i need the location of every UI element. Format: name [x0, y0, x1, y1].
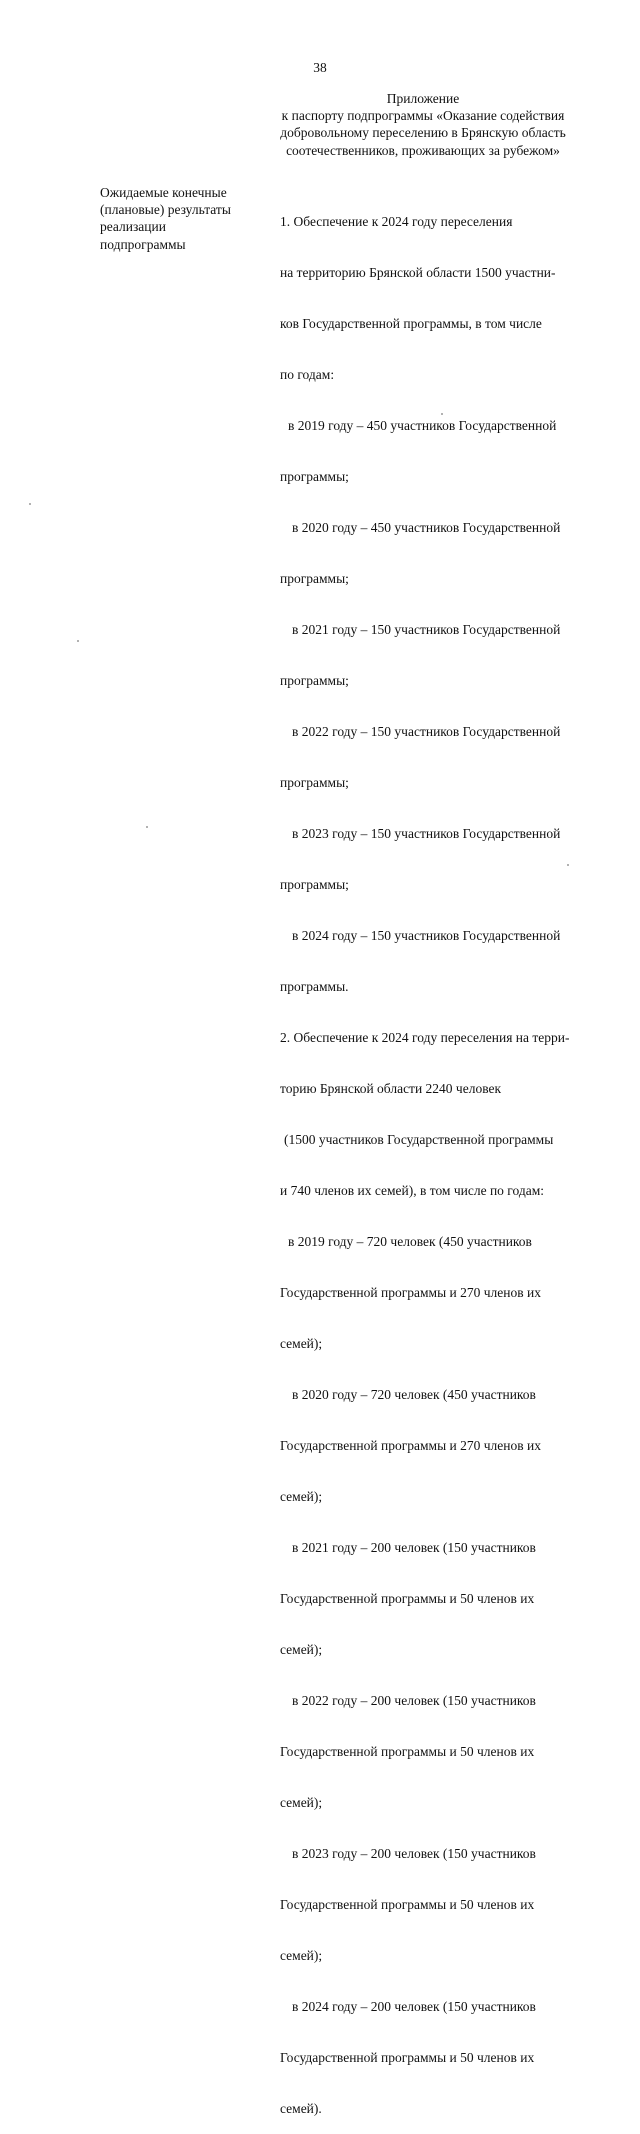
- label-line: (плановые) результаты: [100, 202, 231, 218]
- body-line: программы;: [280, 469, 349, 484]
- header-line: Приложение: [386, 91, 460, 106]
- body-line: в 2022 году – 200 человек (150 участников: [292, 1693, 536, 1708]
- body-line: в 2020 году – 450 участников Государственной: [292, 520, 561, 535]
- body-line: в 2023 году – 200 человек (150 участников: [292, 1846, 536, 1861]
- body-line: торию Брянской области 2240 человек: [280, 1081, 502, 1096]
- section-label: [100, 184, 270, 253]
- scan-speck: [441, 413, 443, 415]
- body-line: программы.: [280, 979, 349, 994]
- scan-speck: [146, 826, 148, 828]
- label-line: Ожидаемые конечные: [100, 185, 227, 200]
- body-line: ков Государственной программы, в том числе: [280, 316, 542, 331]
- body-line: Государственной программы и 270 членов их: [280, 1285, 541, 1300]
- header-line: к паспорту подпрограммы «Оказание содействия: [281, 108, 565, 124]
- header-line: соотечественников, проживающих за рубежом»: [286, 142, 560, 158]
- body-line: программы;: [280, 571, 349, 586]
- page-number: 38: [313, 60, 327, 75]
- label-line: подпрограммы: [100, 236, 186, 252]
- body-line: Государственной программы и 50 членов их: [280, 2050, 535, 2065]
- body-line: Государственной программы и 270 членов их: [280, 1438, 541, 1453]
- body-line: программы;: [280, 877, 349, 892]
- body-line: 1. Обеспечение к 2024 году переселения: [280, 214, 513, 229]
- header-line: добровольному переселению в Брянскую область: [280, 125, 566, 141]
- body-line: в 2021 году – 200 человек (150 участников: [292, 1540, 536, 1555]
- body-line: Государственной программы и 50 членов их: [280, 1591, 535, 1606]
- body-line: в 2019 году – 450 участников Государственной: [288, 418, 557, 433]
- body-line: семей);: [280, 1336, 323, 1351]
- scan-speck: [567, 864, 569, 866]
- body-line: и 740 членов их семей), в том числе по годам:: [280, 1183, 545, 1198]
- scan-speck: [77, 640, 79, 642]
- label-line: реализации: [100, 219, 166, 235]
- scan-speck: [29, 503, 31, 505]
- body-line: (1500 участников Государственной программы: [284, 1132, 554, 1147]
- expected-results-text: [280, 179, 592, 2134]
- body-line: программы;: [280, 673, 349, 688]
- body-line: в 2022 году – 150 участников Государственной: [292, 724, 561, 739]
- body-line: в 2020 году – 720 человек (450 участников: [292, 1387, 536, 1402]
- body-line: в 2021 году – 150 участников Государственной: [292, 622, 561, 637]
- body-line: на территорию Брянской области 1500 участни-: [280, 265, 556, 280]
- body-line: Государственной программы и 50 членов их: [280, 1897, 535, 1912]
- body-line: программы;: [280, 775, 349, 790]
- body-line: семей);: [280, 1642, 323, 1657]
- body-line: семей);: [280, 1489, 323, 1504]
- body-line: семей);: [280, 1795, 323, 1810]
- body-line: 2. Обеспечение к 2024 году переселения на терри-: [280, 1030, 570, 1045]
- body-line: в 2023 году – 150 участников Государственной: [292, 826, 561, 841]
- body-line: в 2024 году – 200 человек (150 участников: [292, 1999, 536, 2014]
- body-line: Государственной программы и 50 членов их: [280, 1744, 535, 1759]
- body-line: семей);: [280, 1948, 323, 1963]
- body-line: в 2019 году – 720 человек (450 участников: [288, 1234, 532, 1249]
- body-line: в 2024 году – 150 участников Государственной: [292, 928, 561, 943]
- body-line: по годам:: [280, 367, 335, 382]
- body-line: семей).: [280, 2101, 322, 2116]
- appendix-header: [262, 90, 584, 159]
